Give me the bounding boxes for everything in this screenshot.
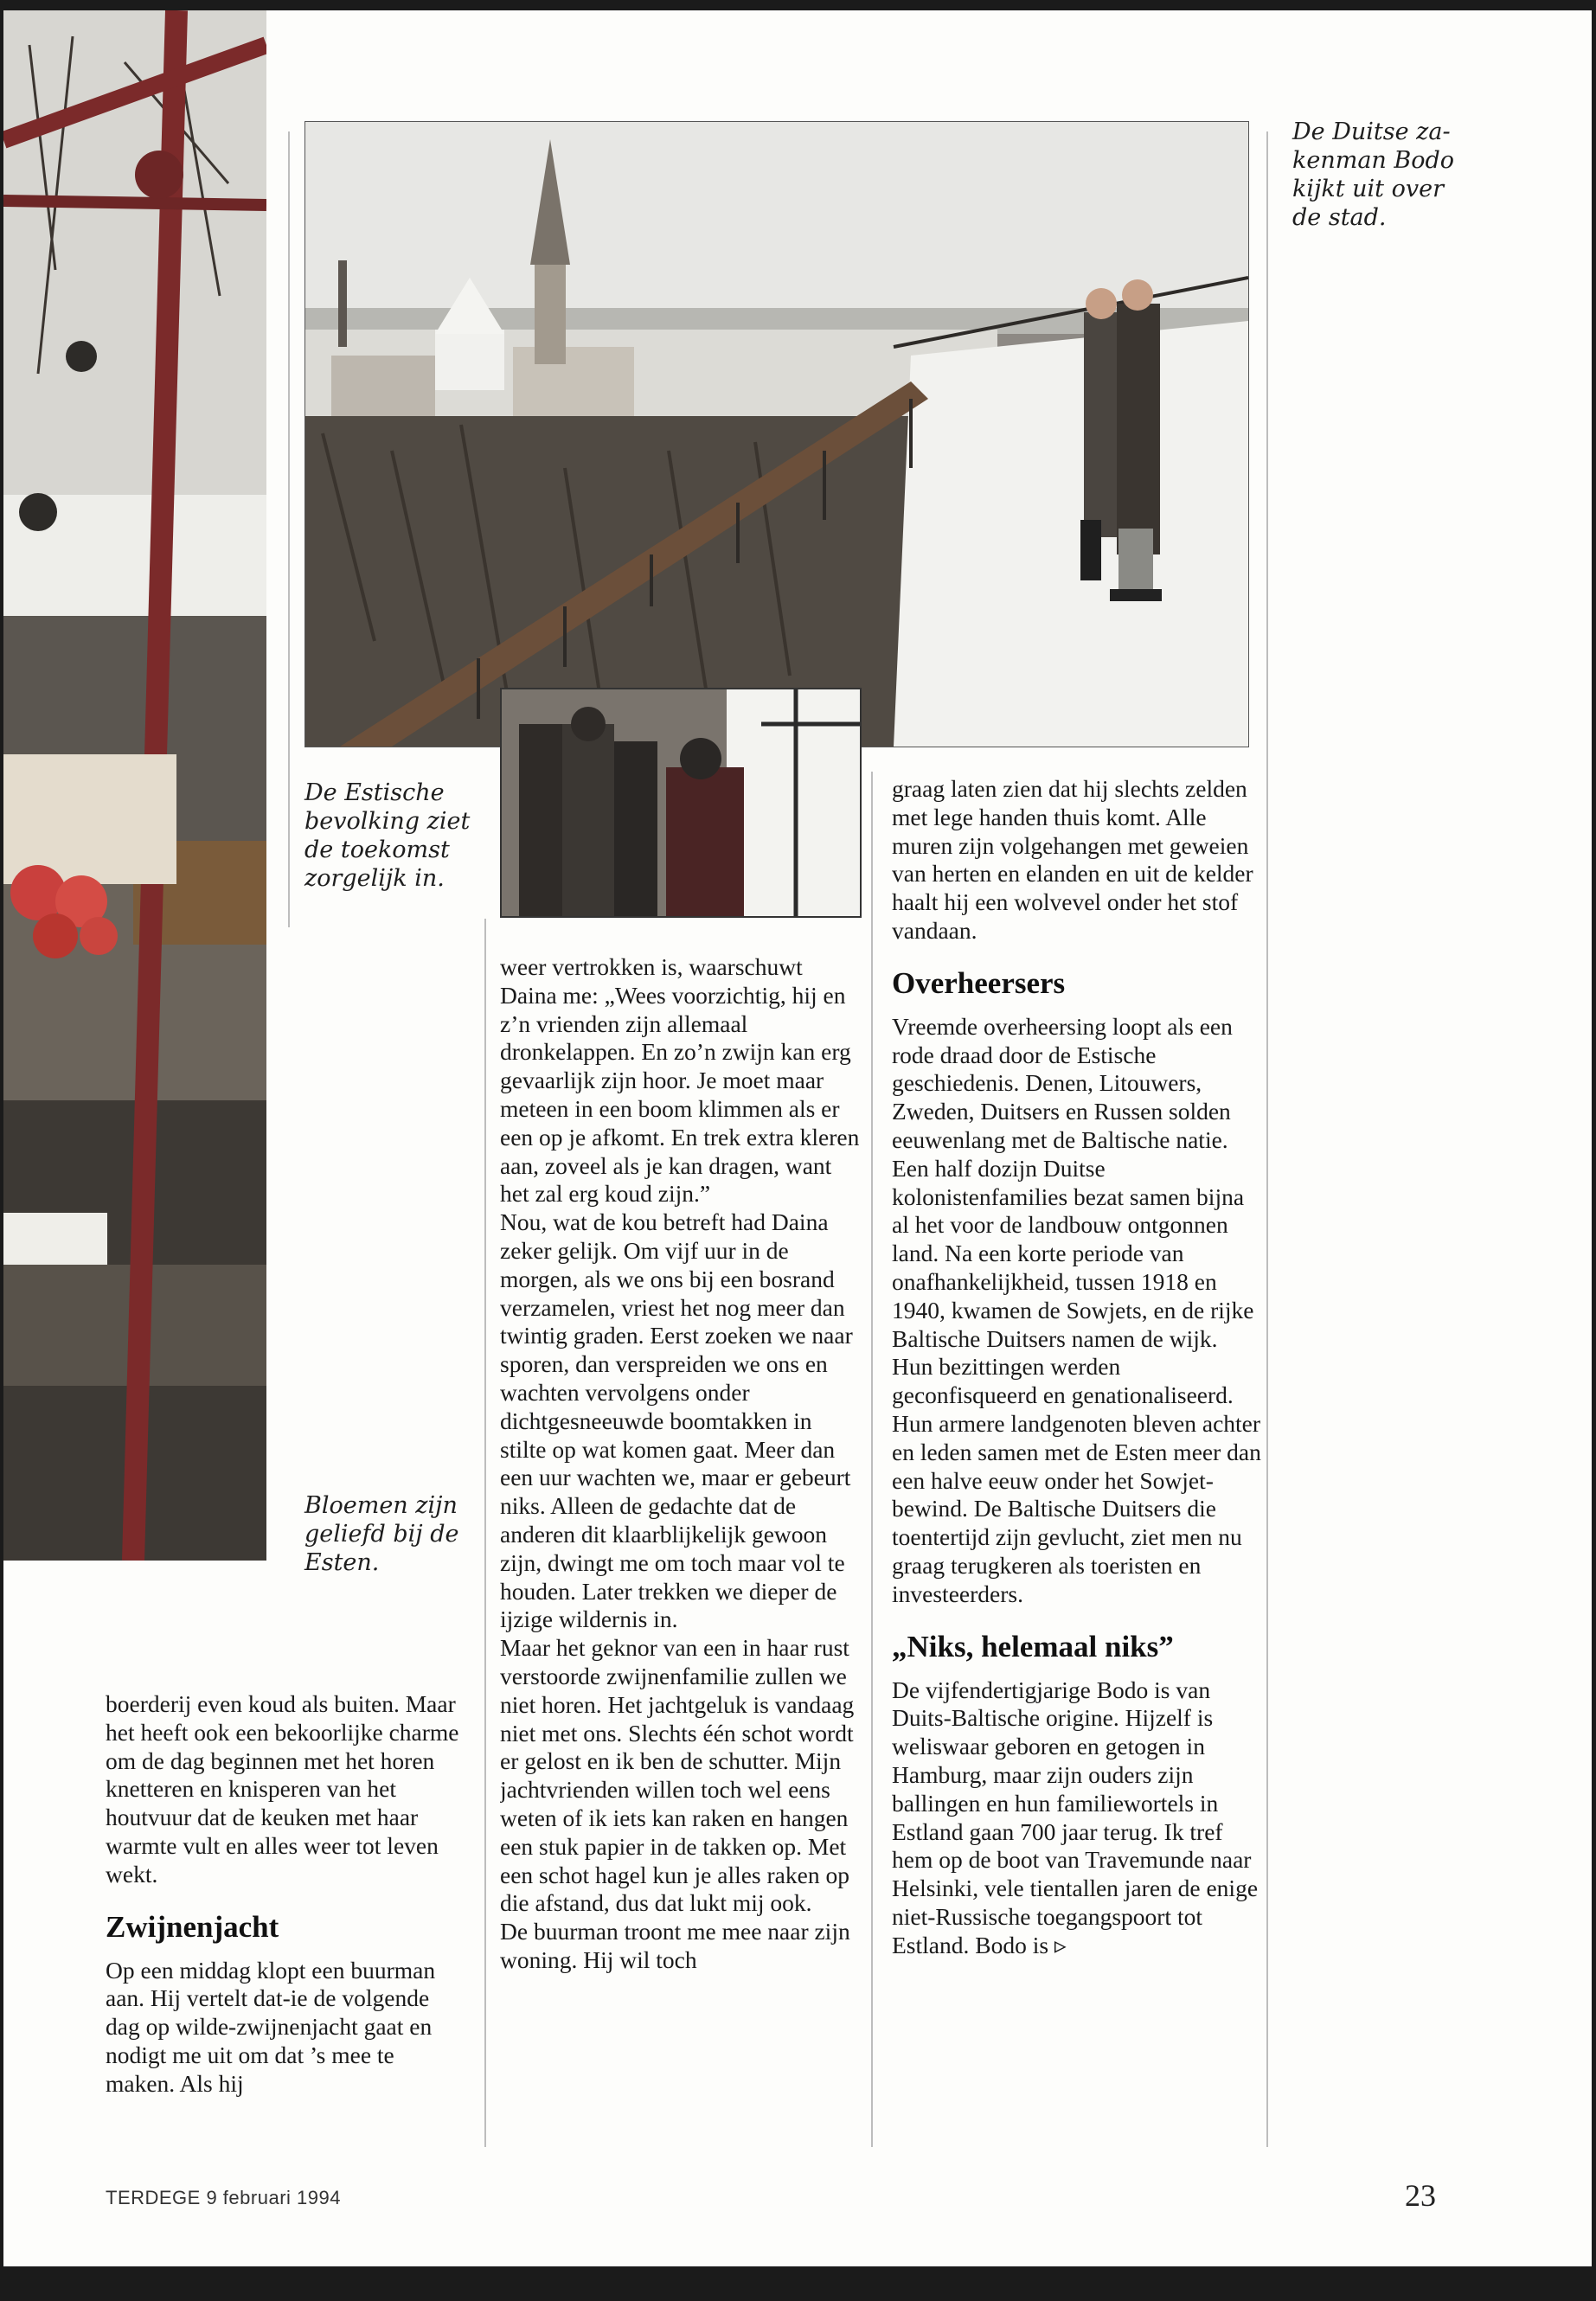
- column-rule: [484, 919, 486, 2147]
- column-rule: [871, 772, 873, 2147]
- magazine-page: [3, 10, 1592, 2266]
- paragraph: Vreemde overheersing loopt als een rode draad door de Estische geschiedenis. Denen, Litouwers, Zweden, Duitsers en Russen solden eeuwenlang met de Baltische natie.: [892, 1012, 1233, 1153]
- photo-onlookers: [500, 688, 862, 918]
- paragraph: boerderij even koud als buiten. Maar het heeft ook een bekoorlijke charme om de dag beginnen met het horen knetteren en knisperen van het houtvuur dat de keuken met haar warmte vult en alles weer tot leven wekt.: [106, 1690, 459, 1888]
- page-number: 23: [1405, 2178, 1436, 2213]
- caption-line: kijkt uit over: [1292, 176, 1445, 202]
- caption-line: geliefd bij de: [304, 1521, 459, 1548]
- paragraph: De vijfendertigjarige Bodo is van Duits-Baltische origine. Hijzelf is weliswaar geboren en getogen in Hamburg, maar zijn ouders zijn ballingen en hun familiewortels in Estland gaan 700 jaar terug. Ik tref hem op de boot van Travemunde naar Helsinki, vele tientallen jaren de enige niet-Russische toegangspoort tot Estland. Bodo is ▹: [892, 1676, 1259, 1958]
- section-heading-niks: „Niks, helemaal niks”: [892, 1629, 1174, 1663]
- caption-flowers: [304, 1491, 478, 1577]
- caption-line: de toekomst: [304, 836, 450, 863]
- paragraph: weer vertrokken is, waarschuwt Daina me: „Wees voorzichtig, hij en z’n vrienden zijn allemaal dronkelappen. En zo’n zwijn kan erg gevaarlijk zijn hoor. Je moet maar meteen in een boom klimmen als er een op je afkomt. En trek extra kleren aan, zoveel als je kan dragen, want het zal erg koud zijn.”: [500, 953, 860, 1208]
- caption-line: bevolking ziet: [304, 808, 471, 835]
- photo-flowers: [3, 10, 266, 1561]
- article-column-3: [892, 775, 1264, 2150]
- caption-population: [304, 779, 495, 893]
- city-view-image: [305, 122, 1248, 747]
- caption-line: zorgelijk in.: [304, 865, 445, 892]
- paragraph: De buurman troont me mee naar zijn woning. Hij wil toch: [500, 1918, 850, 1973]
- photo-city-view: [304, 121, 1249, 747]
- flowers-image: [3, 10, 266, 1561]
- magazine-footer: TERDEGE 9 februari 1994: [106, 2187, 341, 2208]
- section-heading-overheersers: Overheersers: [892, 965, 1066, 1000]
- caption-line: de stad.: [1292, 204, 1387, 231]
- paragraph: Een half dozijn Duitse kolonistenfamilies bezat samen bijna al het voor de landbouw ontgonnen land. Na een korte periode van onafhankelijkheid, tussen 1918 en 1940, kwamen de Sowjets, en de rijke Baltische Duitsers namen de wijk. Hun bezittingen werden geconfisqueerd en genationaliseerd. Hun armere landgenoten bleven achter en leden samen met de Esten meer dan een halve eeuw onder het Sowjet-bewind. De Baltische Duitsers die toentertijd zijn gevlucht, ziet men nu graag terugkeren als toeristen en investeerders.: [892, 1154, 1261, 1607]
- paragraph: Nou, wat de kou betreft had Daina zeker gelijk. Om vijf uur in de morgen, als we ons bij een bosrand verzamelen, vriest het nog meer dan twintig graden. Eerst zoeken we naar sporen, dan verspreiden we ons en wachten vervolgens onder dichtgesneeuwde boomtakken in stilte op wat komen gaat. Meer dan een uur wachten we, maar er gebeurt niks. Alleen de gedachte dat de anderen dit klaarblijkelijk gewoon zijn, dwingt me om toch maar vol te houden. Later trekken we dieper de ijzige wildernis in.: [500, 1208, 853, 1633]
- article-column-1: [106, 1690, 469, 2149]
- caption-line: Esten.: [304, 1549, 380, 1576]
- onlookers-image: [502, 689, 860, 916]
- section-heading-zwijnenjacht: Zwijnenjacht: [106, 1909, 279, 1944]
- caption-line: kenman Bodo: [1292, 147, 1455, 174]
- paragraph: Maar het geknor van een in haar rust verstoorde zwijnenfamilie zullen we niet horen. Het jachtgeluk is vandaag niet met ons. Slechts één schot wordt er gelost en ik ben de schutter. Mijn jachtvrienden willen toch wel eens weten of ik iets kan raken en hangen een stuk papier in de takken op. Met een schot hagel kun je alles raken op die afstand, dus dat lukt mij ook.: [500, 1634, 855, 1917]
- caption-bodo-view: [1292, 118, 1552, 232]
- column-rule: [1266, 131, 1268, 2147]
- article-column-2: [500, 953, 863, 2147]
- paragraph: Op een middag klopt een buurman aan. Hij vertelt dat-ie de volgende dag op wilde-zwijnenjacht gaat en nodigt me uit om dat ’s mee te maken. Als hij: [106, 1956, 436, 2097]
- column-rule: [288, 131, 290, 927]
- caption-line: De Estische: [304, 779, 445, 806]
- paragraph: graag laten zien dat hij slechts zelden met lege handen thuis komt. Alle muren zijn volgehangen met geweien van herten en elanden en uit de kelder haalt hij een wolvevel onder het stof vandaan.: [892, 775, 1253, 944]
- caption-line: De Duitse za-: [1292, 119, 1451, 145]
- caption-line: Bloemen zijn: [304, 1492, 458, 1519]
